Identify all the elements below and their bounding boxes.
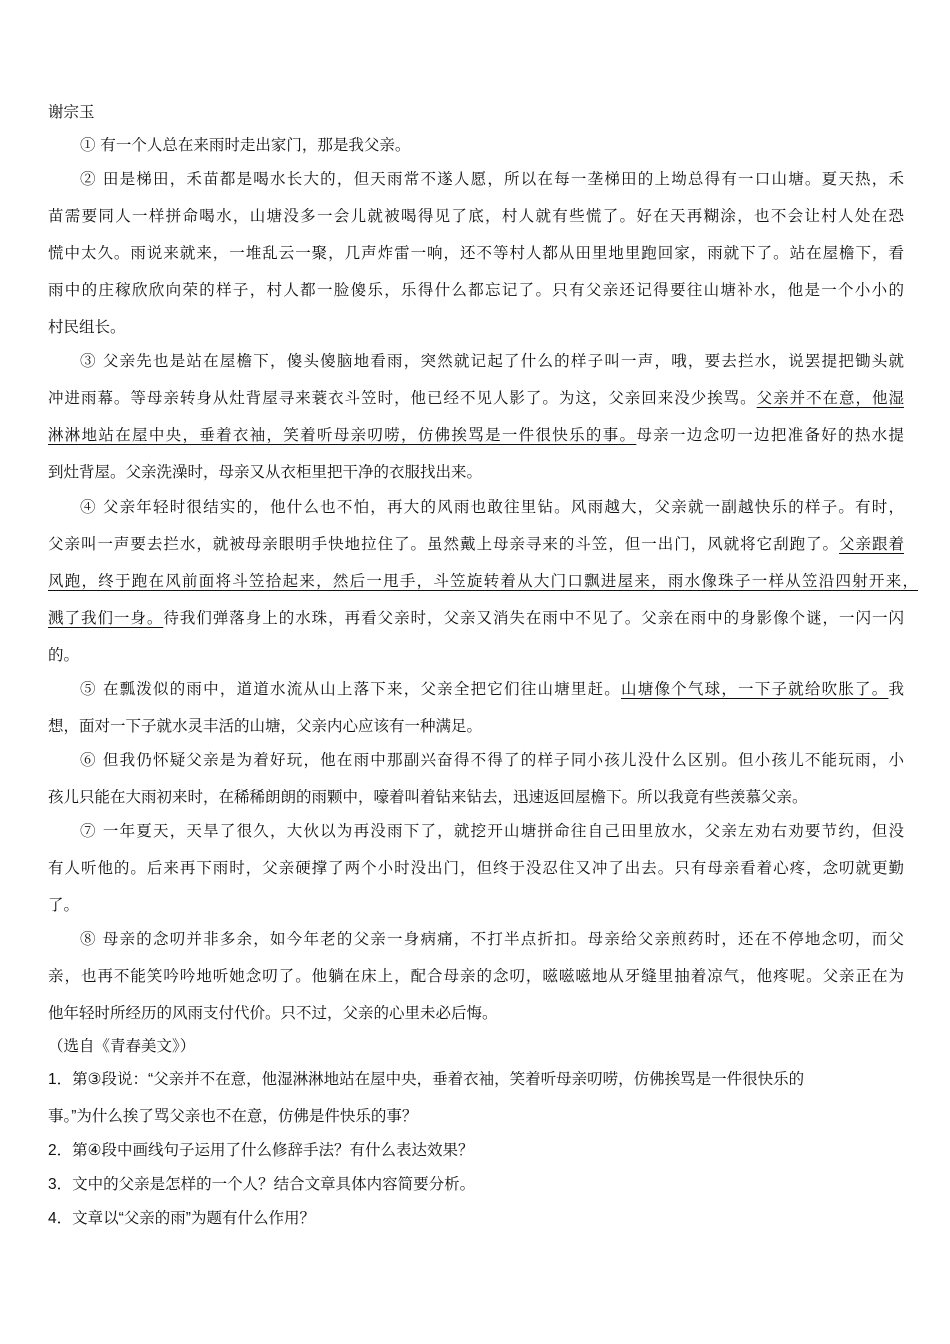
question-4: 4．文章以“父亲的雨”为题有什么作用？ [48,1210,315,1227]
paragraph-8-line-1: ⑧ 母亲的念叨并非多余，如今年老的父亲一身病痛，不打半点折扣。母亲给父亲煎药时，还在不停地念叨，而父 [80,930,904,948]
paragraph-8-line-3: 他年轻时所经历的风雨支付代价。只不过，父亲的心里未必后悔。 [48,1004,498,1022]
paragraph-7-line-2: 有人听他的。后来再下雨时，父亲硬撑了两个小时没出门，但终于没忍住又冲了出去。只有母亲看着心疼，念叨就更勤 [48,859,904,877]
paragraph-3-line-4: 到灶背屋。父亲洗澡时，母亲又从衣柜里把干净的衣服找出来。 [48,463,483,481]
paragraph-4-line-5: 的。 [48,646,80,664]
paragraph-8-line-2: 亲，也再不能笑吟吟地听她念叨了。他躺在床上，配合母亲的念叨，嗞嗞嗞地从牙缝里抽着凉气，他疼呢。父亲正在为 [48,967,904,985]
paragraph-2-line-3: 慌中太久。雨说来就来，一堆乱云一聚，几声炸雷一响，还不等村人都从田里地里跑回家，雨就下了。站在屋檐下，看 [48,244,904,262]
paragraph-4-line-2 [48,533,904,555]
paragraph-1-line-1: ① 有一个人总在来雨时走出家门，那是我父亲。 [80,136,411,154]
paragraph-4-line-4-text: 待我们弹落身上的水珠，再看父亲时，父亲又消失在雨中不见了。父亲在雨中的身影像个谜，一闪一闪 [163,609,904,627]
paragraph-3-line-2 [48,387,904,409]
underlined-sentence-p4-part-3: 溅了我们一身。 [48,609,164,627]
paragraph-3-line-3 [48,424,904,446]
source-citation: （选自《青春美文》） [48,1037,196,1055]
paragraph-2-line-1: ② 田是梯田，禾苗都是喝水长大的，但天雨常不遂人愿，所以在每一垄梯田的上坳总得有一口山塘。夏天热，禾 [80,170,904,188]
paragraph-6-line-2: 孩儿只能在大雨初来时，在稀稀朗朗的雨颗中，嚎着叫着钻来钻去，迅速返回屋檐下。所以我竟有些羡慕父亲。 [48,788,808,806]
author-line: 谢宗玉 [48,103,95,121]
paragraph-3-line-1: ③ 父亲先也是站在屋檐下，傻头傻脑地看雨，突然就记起了什么的样子叫一声，哦，要去拦水，说罢提把锄头就 [80,352,904,370]
question-1-line-1: 1．第③段说：“父亲并不在意，他湿淋淋地站在屋中央，垂着衣袖，笑着听母亲叨唠，仿佛挨骂是一件很快乐的 [48,1071,805,1088]
underlined-sentence-p4-part-1: 父亲跟着 [839,535,904,553]
paragraph-4-line-2-text: 父亲叫一声要去拦水，就被母亲眼明手快地拉住了。虽然戴上母亲寻来的斗笠，但一出门，风就将它刮跑了。 [48,535,840,553]
question-2: 2．第④段中画线句子运用了什么修辞手法？有什么表达效果？ [48,1142,474,1159]
paragraph-5-line-1-text: ⑤ 在瓢泼似的雨中，道道水流从山上落下来，父亲全把它们往山塘里赶。 [80,680,622,698]
paragraph-5-line-1 [80,678,904,700]
paragraph-7-line-3: 了。 [48,896,80,914]
question-3: 3．文中的父亲是怎样的一个人？结合文章具体内容简要分析。 [48,1176,476,1193]
paragraph-7-line-1: ⑦ 一年夏天，天旱了很久，大伙以为再没雨下了，就挖开山塘拼命往自己田里放水，父亲左劝右劝要节约，但没 [80,822,904,840]
underlined-sentence-p3-part-2: 淋淋地站在屋中央，垂着衣袖，笑着听母亲叨唠，仿佛挨骂是一件很快乐的事。 [48,426,637,444]
underlined-sentence-p4-part-2: 风跑，终于跑在风前面将斗笠拾起来，然后一甩手，斗笠旋转着从大门口飘进屋来，雨水像珠子一样从笠沿四射开来， [48,572,918,590]
paragraph-4-line-1: ④ 父亲年轻时很结实的，他什么也不怕，再大的风雨也敢往里钻。风雨越大，父亲就一副越快乐的样子。有时， [80,498,904,516]
paragraph-2-line-4: 雨中的庄稼欣欣向荣的样子，村人都一脸傻乐，乐得什么都忘记了。只有父亲还记得要往山塘补水，他是一个小小的 [48,281,904,299]
paragraph-2-line-5: 村民组长。 [48,318,126,336]
question-1-line-2: 事。”为什么挨了骂父亲也不在意，仿佛是件快乐的事？ [48,1108,418,1125]
paragraph-6-line-1: ⑥ 但我仍怀疑父亲是为着好玩，他在雨中那副兴奋得不得了的样子同小孩儿没什么区别。但小孩儿不能玩雨，小 [80,751,904,769]
paragraph-2-line-2: 苗需要同人一样拼命喝水，山塘没多一会儿就被喝得见了底，村人就有些慌了。好在天再糊涂，也不会让村人处在恐 [48,207,904,225]
paragraph-5-line-1-tail: 我 [888,680,904,698]
paragraph-4-line-4 [48,607,904,629]
underlined-sentence-p5: 山塘像个气球，一下子就给吹胀了。 [621,680,889,698]
underlined-sentence-p3-part-1: 父亲并不在意，他湿 [756,389,904,407]
paragraph-3-line-3-text: 母亲一边念叨一边把准备好的热水提 [636,426,904,444]
paragraph-5-line-2: 想，面对一下子就水灵丰活的山塘，父亲内心应该有一种满足。 [48,717,483,735]
paragraph-4-line-3 [48,570,918,592]
paragraph-3-line-2-text: 冲进雨幕。等母亲转身从灶背屋寻来蓑衣斗笠时，他已经不见人影了。为这，父亲回来没少挨骂。 [48,389,757,407]
